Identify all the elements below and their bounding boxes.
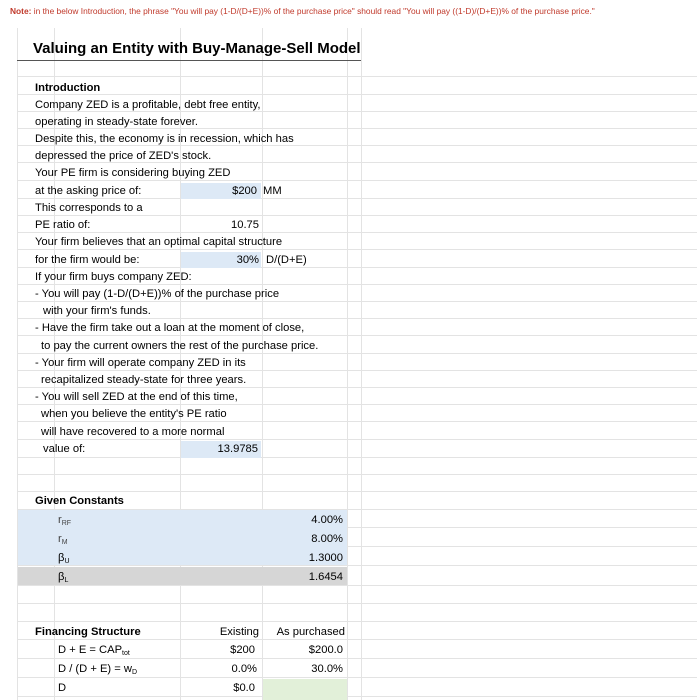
rrf-label: $r_{RF}$ (58, 514, 72, 527)
gridline (17, 335, 697, 336)
row-debt-existing: $0.0 (233, 682, 255, 694)
gridline (17, 94, 697, 95)
gridline (17, 621, 697, 622)
intro-line: Your PE firm is considering buying ZED (35, 167, 231, 179)
note-line (10, 6, 595, 16)
pe-ratio-value[interactable]: 10.75 (231, 219, 259, 231)
gridline (17, 267, 697, 268)
gridline (17, 585, 697, 586)
intro-line: PE ratio of: (35, 219, 91, 231)
gridline (17, 421, 697, 422)
intro-line: for the firm would be: (35, 254, 140, 266)
gridline (17, 565, 697, 566)
note-label: Note: (10, 6, 32, 16)
intro-line: Your firm believes that an optimal capital structure (35, 236, 283, 248)
gridline (347, 28, 348, 700)
intro-line: depressed the price of ZED's stock. (35, 150, 212, 162)
page-title: Valuing an Entity with Buy-Manage-Sell Model (33, 40, 361, 57)
beta-levered-label: $\beta_L$ (58, 571, 69, 584)
output-cell-debt[interactable] (263, 679, 347, 700)
cap-structure-value[interactable]: 30% (236, 254, 259, 266)
normal-pe-value[interactable]: 13.9785 (217, 443, 258, 455)
intro-line: at the asking price of: (35, 185, 142, 197)
intro-line: - You will sell ZED at the end of this time, (35, 391, 238, 403)
gridline (17, 603, 697, 604)
intro-line: This corresponds to a (35, 202, 143, 214)
gridline (17, 215, 697, 216)
rm-value[interactable]: 8.00% (311, 533, 343, 545)
gridline (17, 439, 697, 440)
rm-label: $r_M$ (58, 533, 68, 546)
gridline (17, 491, 697, 492)
cap-structure-unit: D/(D+E) (266, 254, 307, 266)
gridline (17, 696, 697, 697)
note-text: in the below Introduction, the phrase "You will pay (1-D/(D+E))% of the purchase price" should read "You will pay ((1-D)/(D+E))% of the purchase price." (33, 6, 595, 16)
intro-line: recapitalized steady-state for three years. (41, 374, 247, 386)
beta-levered-value: 1.6454 (308, 571, 343, 583)
intro-line: will have recovered to a more normal (41, 426, 225, 438)
row-debt-label: D (58, 682, 67, 694)
asking-price-unit: MM (263, 185, 282, 197)
spreadsheet[interactable] (0, 28, 697, 700)
gridline (17, 232, 697, 233)
gridline (17, 387, 697, 388)
row-weight-purchased: 30.0% (311, 663, 343, 675)
intro-line: to pay the current owners the rest of the purchase price. (41, 340, 319, 352)
gridline (262, 28, 263, 700)
col-existing-header: Existing (219, 626, 259, 638)
gridline (361, 28, 362, 700)
intro-line: If your firm buys company ZED: (35, 271, 192, 283)
gridline (17, 180, 697, 181)
intro-line: Company ZED is a profitable, debt free entity, (35, 99, 261, 111)
row-weight-label: $D / (D + E) = w_D$ (58, 663, 138, 676)
gridline (17, 474, 697, 475)
intro-heading: Introduction (35, 82, 101, 94)
row-weight-existing: 0.0% (231, 663, 257, 675)
title-underline (17, 60, 361, 61)
intro-line: - You will pay (1-D/(D+E))% of the purchase price (35, 288, 280, 300)
financing-heading: Financing Structure (35, 626, 141, 638)
asking-price-value[interactable]: $200 (232, 185, 257, 197)
gridline (17, 301, 697, 302)
row-cap-existing: $200 (230, 644, 255, 656)
row-cap-label: $D + E = CAP_{tot}$ (58, 644, 130, 657)
col-purchased-header: As purchased (276, 626, 345, 638)
intro-line: operating in steady-state forever. (35, 116, 198, 128)
gridline (17, 28, 18, 700)
rrf-value[interactable]: 4.00% (311, 514, 343, 526)
intro-line: - Have the firm take out a loan at the moment of close, (35, 322, 305, 334)
beta-unlevered-label: $\beta_U$ (58, 552, 70, 565)
intro-line: when you believe the entity's PE ratio (41, 408, 227, 420)
gridline (17, 457, 697, 458)
gridline (17, 318, 697, 319)
gridline (17, 284, 697, 285)
beta-unlevered-value[interactable]: 1.3000 (308, 552, 343, 564)
gridline (17, 404, 697, 405)
gridline (17, 198, 697, 199)
gridline (17, 353, 697, 354)
gridline (17, 370, 697, 371)
intro-line: Despite this, the economy is in recession, which has (35, 133, 294, 145)
intro-line: - Your firm will operate company ZED in its (35, 357, 246, 369)
constants-heading: Given Constants (35, 495, 124, 507)
gridline (17, 249, 697, 250)
intro-line: with your firm's funds. (43, 305, 151, 317)
gridline (17, 639, 697, 640)
row-cap-purchased: $200.0 (308, 644, 343, 656)
intro-line: value of: (43, 443, 86, 455)
gridline (17, 76, 697, 77)
